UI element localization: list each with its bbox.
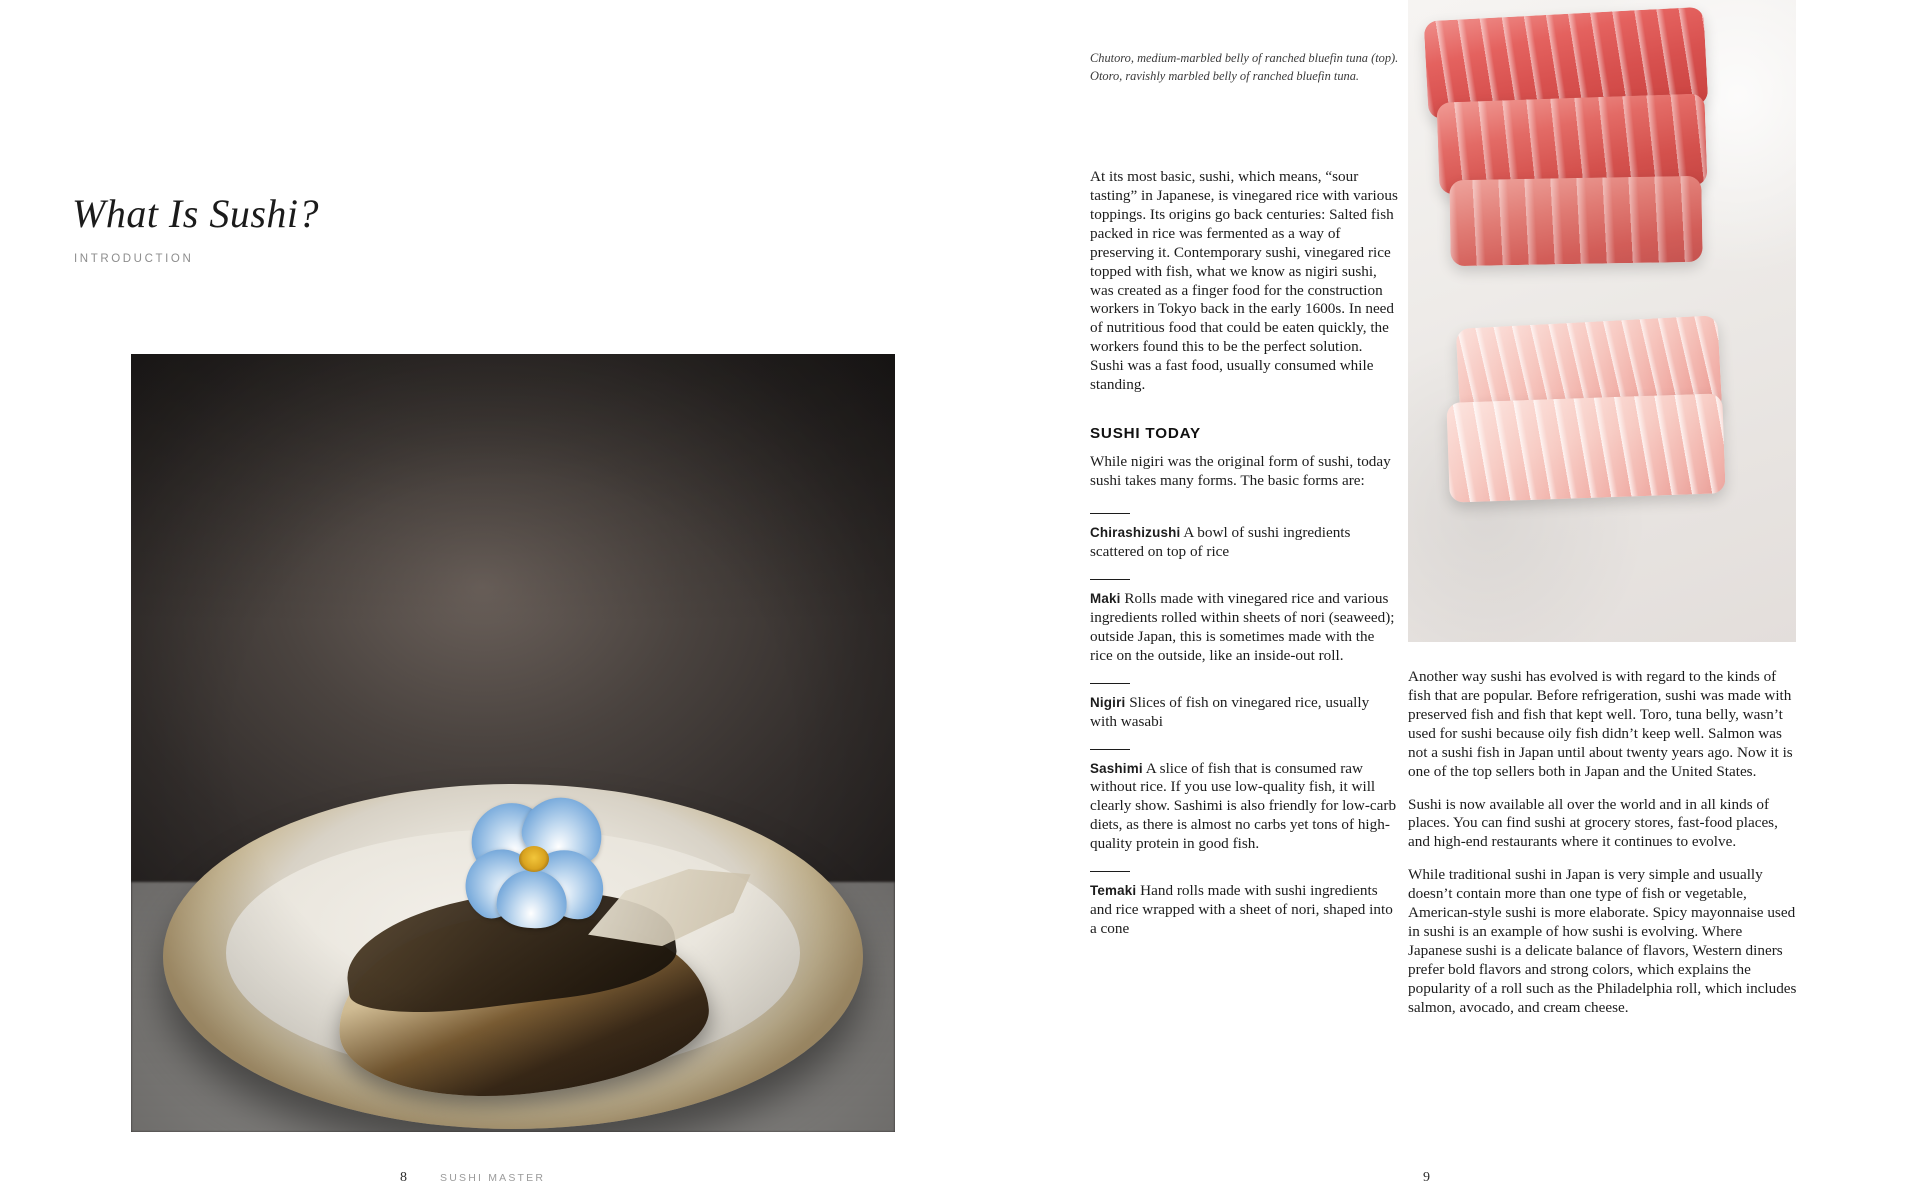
intro-paragraph: At its most basic, sushi, which means, “sour tasting” in Japanese, is vinegared rice with various toppings. Its origins go back centuries: Salted fish packed in rice was fermented as a way of preserving it. Contemporary sushi, vinegared rice topped with fish, what we know as nigiri sushi, was created as a finger food for the construction workers in Tokyo back in the early 1600s. In need of nutritious food that could be eaten quickly, the workers found this to be the perfect solution. Sushi was a fast food, usually consumed while standing.: [1090, 168, 1398, 394]
chapter-kicker: INTRODUCTION: [74, 253, 194, 265]
term-name: Maki: [1090, 590, 1121, 606]
term-divider: [1090, 749, 1130, 750]
list-item: [1090, 513, 1398, 562]
running-head: SUSHI MASTER: [440, 1172, 546, 1184]
term-body: [1090, 882, 1398, 939]
sushi-forms-list: [1090, 513, 1398, 939]
term-divider: [1090, 683, 1130, 684]
term-name: Chirashizushi: [1090, 525, 1181, 541]
term-body: [1090, 760, 1398, 855]
left-text-column: [1090, 168, 1398, 956]
page-number-right: 9: [1423, 1170, 1430, 1185]
page-title: What Is Sushi?: [72, 191, 319, 236]
term-definition: Rolls made with vinegared rice and various ingredients rolled within sheets of nori (seaweed); outside Japan, this is sometimes made with the rice on the outside, like an inside-out roll.: [1090, 589, 1395, 664]
term-body: [1090, 524, 1398, 562]
term-divider: [1090, 871, 1130, 872]
right-page: [960, 0, 1920, 1200]
tuna-slices-photo: [1408, 0, 1796, 642]
flower-center: [519, 846, 549, 872]
list-item: [1090, 871, 1398, 939]
page-number-left: 8: [400, 1170, 407, 1185]
chutoro-slice: [1449, 176, 1702, 266]
term-definition: Slices of fish on vinegared rice, usually with wasabi: [1090, 693, 1370, 730]
term-definition: A bowl of sushi ingredients scattered on top of rice: [1090, 524, 1351, 561]
body-paragraph: Another way sushi has evolved is with regard to the kinds of fish that are popular. Before refrigeration, sushi was made with preserved fish and fish that kept well. Toro, tuna belly, wasn’t used for sushi because oily fish didn’t keep well. Salmon was not a sushi fish in Japan until about twenty years ago. Now it is one of the top sellers both in Japan and the United States.: [1408, 668, 1793, 780]
term-definition: Hand rolls made with sushi ingredients and rice wrapped with a sheet of nori, shaped into a cone: [1090, 882, 1393, 937]
section-subhead: SUSHI TODAY: [1090, 425, 1201, 443]
subhead-paragraph: While nigiri was the original form of sushi, today sushi takes many forms. The basic forms are:: [1090, 453, 1391, 490]
body-paragraph: While traditional sushi in Japan is very simple and usually doesn’t contain more than one type of fish or vegetable, American-style sushi is more elaborate. Spicy mayonnaise used in sushi is an example of how sushi is evolving. Where Japanese sushi is a delicate balance of flavors, Western diners prefer bold flavors and strong colors, which explains the popularity of a roll such as the Philadelphia roll, which includes salmon, avocado, and cream cheese.: [1408, 866, 1797, 1016]
list-item: [1090, 683, 1398, 732]
sushi-plate-photo: [131, 354, 895, 1132]
photo-caption: [1090, 50, 1402, 86]
term-definition: A slice of fish that is consumed raw without rice. If you use low-quality fish, it will clearly show. Sashimi is also friendly for low-carb diets, as there is almost no carbs yet tons of high-quality protein in good fish.: [1090, 759, 1397, 853]
term-name: Nigiri: [1090, 694, 1126, 710]
caption-text: medium-marbled belly of ranched bluefin tuna (top). Otoro, ravishly marbled belly of ranched bluefin tuna.: [1090, 51, 1399, 83]
right-text-column: [1408, 668, 1798, 1032]
term-name: Temaki: [1090, 883, 1137, 899]
term-divider: [1090, 513, 1130, 514]
list-item: [1090, 579, 1398, 666]
list-item: [1090, 749, 1398, 855]
term-name: Sashimi: [1090, 760, 1143, 776]
pansy-flower-garnish: [461, 794, 611, 934]
caption-lead-term: Chutoro,: [1090, 51, 1134, 65]
term-body: [1090, 590, 1398, 666]
otoro-slice: [1446, 393, 1725, 503]
body-paragraph: Sushi is now available all over the world and in all kinds of places. You can find sushi at grocery stores, fast-food places, and high-end restaurants where it continues to evolve.: [1408, 795, 1778, 851]
term-divider: [1090, 579, 1130, 580]
term-body: [1090, 694, 1398, 732]
